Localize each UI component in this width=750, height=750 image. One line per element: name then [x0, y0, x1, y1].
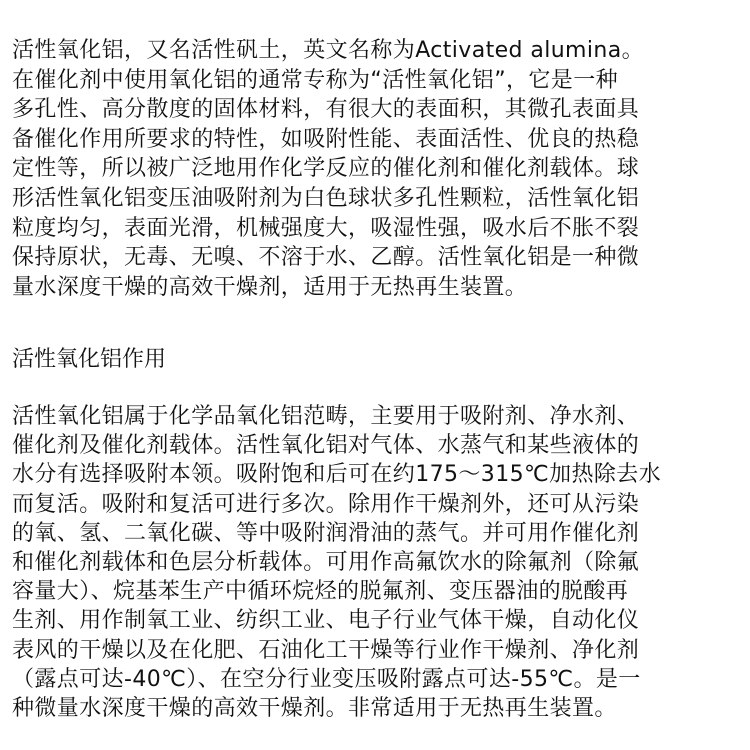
section-line: 催化剂及催化剂载体。活性氧化铝对气体、水蒸气和某些液体的 — [12, 433, 640, 459]
section-line: 容量大）、烷基苯生产中循环烷烃的脱氟剂、变压器油的脱酸再 — [12, 579, 629, 605]
intro-line: 在催化剂中使用氧化铝的通常专称为“活性氧化铝”，它是一种 — [12, 67, 618, 93]
section-line: 活性氧化铝属于化学品氧化铝范畴，主要用于吸附剂、净水剂、 — [12, 404, 640, 429]
intro-line: 定性等，所以被广泛地用作化学反应的催化剂和催化剂载体。球 — [12, 156, 640, 182]
section-line: 而复活。吸附和复活可进行多次。除用作干燥剂外，还可从污染 — [12, 491, 640, 517]
intro-line: 活性氧化铝，又名活性矾土，英文名称为Activated alumina。 — [12, 38, 645, 63]
section-line: 表风的干燥以及在化肥、石油化工干燥等行业作干燥剂、净化剂 — [12, 637, 640, 663]
intro-line: 保持原状，无毒、无嗅、不溶于水、乙醇。活性氧化铝是一种微 — [12, 245, 640, 271]
section-paragraph — [12, 402, 738, 723]
intro-line: 多孔性、高分散度的固体材料，有很大的表面积，其微孔表面具 — [12, 97, 640, 123]
intro-line: 备催化作用所要求的特性，如吸附性能、表面活性、优良的热稳 — [12, 126, 640, 152]
section-line: （露点可达-40℃）、在空分行业变压吸附露点可达-55℃。是一 — [12, 666, 641, 692]
section-line: 生剂、用作制氧工业、纺织工业、电子行业气体干燥，自动化仪 — [12, 608, 640, 634]
intro-line: 粒度均匀，表面光滑，机械强度大，吸湿性强，吸水后不胀不裂 — [12, 215, 640, 241]
intro-line: 形活性氧化铝变压油吸附剂为白色球状多孔性颗粒，活性氧化铝 — [12, 185, 640, 211]
section-line: 和催化剂载体和色层分析载体。可用作高氟饮水的除氟剂（除氟 — [12, 549, 640, 575]
intro-line: 量水深度干燥的高效干燥剂，适用于无热再生装置。 — [12, 274, 528, 300]
section-line: 种微量水深度干燥的高效干燥剂。非常适用于无热再生装置。 — [12, 695, 617, 721]
section-line: 的氧、氢、二氧化碳、等中吸附润滑油的蒸气。并可用作催化剂 — [12, 520, 640, 546]
section-heading: 活性氧化铝作用 — [12, 347, 167, 372]
intro-paragraph — [12, 36, 738, 302]
section-line: 水分有选择吸附本领。吸附饱和后可在约175～315℃加热除去水 — [12, 462, 662, 488]
